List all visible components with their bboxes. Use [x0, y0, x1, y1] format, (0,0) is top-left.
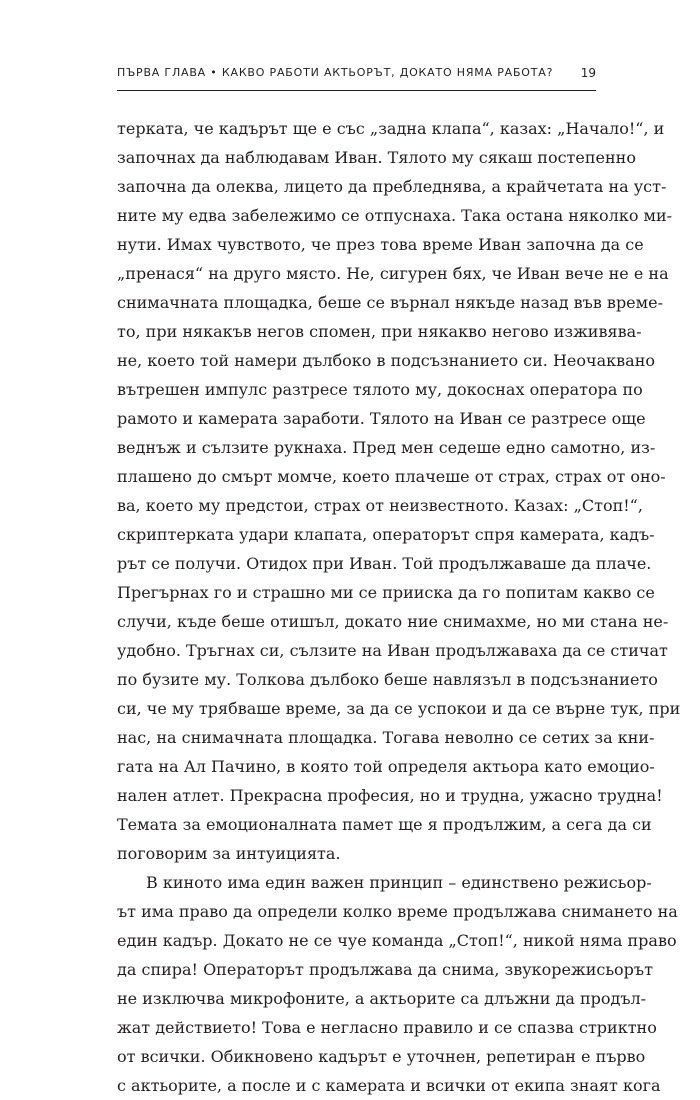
- text-line: си, че му трябваше време, за да се успокои и да се върне тук, при: [117, 699, 681, 718]
- text-line: с актьорите, а после и с камерата и всички от екипа знаят кога: [117, 1076, 661, 1095]
- paragraph: [117, 868, 678, 1100]
- text-line: нути. Имах чувството, че през това време Иван започна да се: [117, 235, 644, 254]
- text-line: започна да олеква, лицето да пребледнява, а крайчетата на уст-: [117, 177, 667, 196]
- page-number: 19: [580, 66, 596, 80]
- running-head-title: ПЪРВА ГЛАВА • КАКВО РАБОТИ АКТЬОРЪТ, ДОКАТО НЯМА РАБОТА?: [117, 66, 554, 79]
- text-line: снимачната площадка, беше се върнал някъде назад във време-: [117, 293, 663, 312]
- paragraph: [117, 114, 681, 868]
- text-line: В киното има един важен принцип – единствено режисьор-: [146, 873, 652, 892]
- text-line: Прегърнах го и страшно ми се прииска да го попитам какво се: [117, 583, 655, 602]
- text-line: „пренася“ на друго място. Не, сигурен бях, че Иван вече не е на: [117, 264, 669, 283]
- text-line: гата на Ал Пачино, в която той определя актьора като емоцио-: [117, 757, 655, 776]
- text-line: ва, което му предстои, страх от неизвестното. Казах: „Стоп!“,: [117, 496, 643, 515]
- text-line: жат действието! Това е негласно правило и се спазва стриктно: [117, 1018, 657, 1037]
- text-line: ните му едва забележимо се отпуснаха. Така остана няколко ми-: [117, 206, 673, 225]
- text-line: не, което той намери дълбоко в подсъзнанието си. Неочаквано: [117, 351, 655, 370]
- text-line: ът има право да определи колко време продължава снимането на: [117, 902, 678, 921]
- text-line: Темата за емоционалната памет ще я продължим, а сега да си: [117, 815, 652, 834]
- text-line: нален атлет. Прекрасна професия, но и трудна, ужасно трудна!: [117, 786, 663, 805]
- text-line: по бузите му. Толкова дълбоко беше навлязъл в подсъзнанието: [117, 670, 658, 689]
- text-line: терката, че кадърът ще е със „задна клапа“, казах: „Начало!“, и: [117, 119, 665, 138]
- text-line: скриптерката удари клапата, операторът спря камерата, кадъ-: [117, 525, 655, 544]
- text-line: веднъж и сълзите рукнаха. Пред мен седеше едно самотно, из-: [117, 438, 656, 457]
- text-line: поговорим за интуицията.: [117, 844, 341, 863]
- text-line: то, при някакъв негов спомен, при някакво негово изживява-: [117, 322, 642, 341]
- text-line: започнах да наблюдавам Иван. Тялото му сякаш постепенно: [117, 148, 636, 167]
- text-line: да спира! Операторът продължава да снима, звукорежисьорът: [117, 960, 653, 979]
- running-head: [117, 62, 596, 84]
- text-line: плашено до смърт момче, което плачеше от страх, страх от оно-: [117, 467, 666, 486]
- text-line: случи, къде беше отишъл, докато ние снимахме, но ми стана не-: [117, 612, 669, 631]
- header-rule: [117, 90, 596, 91]
- text-line: нас, на снимачната площадка. Тогава неволно се сетих за кни-: [117, 728, 655, 747]
- text-line: рамото и камерата заработи. Тялото на Иван се разтресе още: [117, 409, 646, 428]
- text-line: вътрешен импулс разтресе тялото му, докоснах оператора по: [117, 380, 643, 399]
- text-line: удобно. Тръгнах си, сълзите на Иван продължаваха да се стичат: [117, 641, 668, 660]
- text-line: един кадър. Докато не се чуе команда „Стоп!“, никой няма право: [117, 931, 677, 950]
- body-text: [117, 114, 681, 1100]
- text-line: не изключва микрофоните, а актьорите са длъжни да продъл-: [117, 989, 647, 1008]
- text-line: рът се получи. Отидох при Иван. Той продължаваше да плаче.: [117, 554, 652, 573]
- text-line: от всички. Обикновено кадърът е уточнен, репетиран е първо: [117, 1047, 646, 1066]
